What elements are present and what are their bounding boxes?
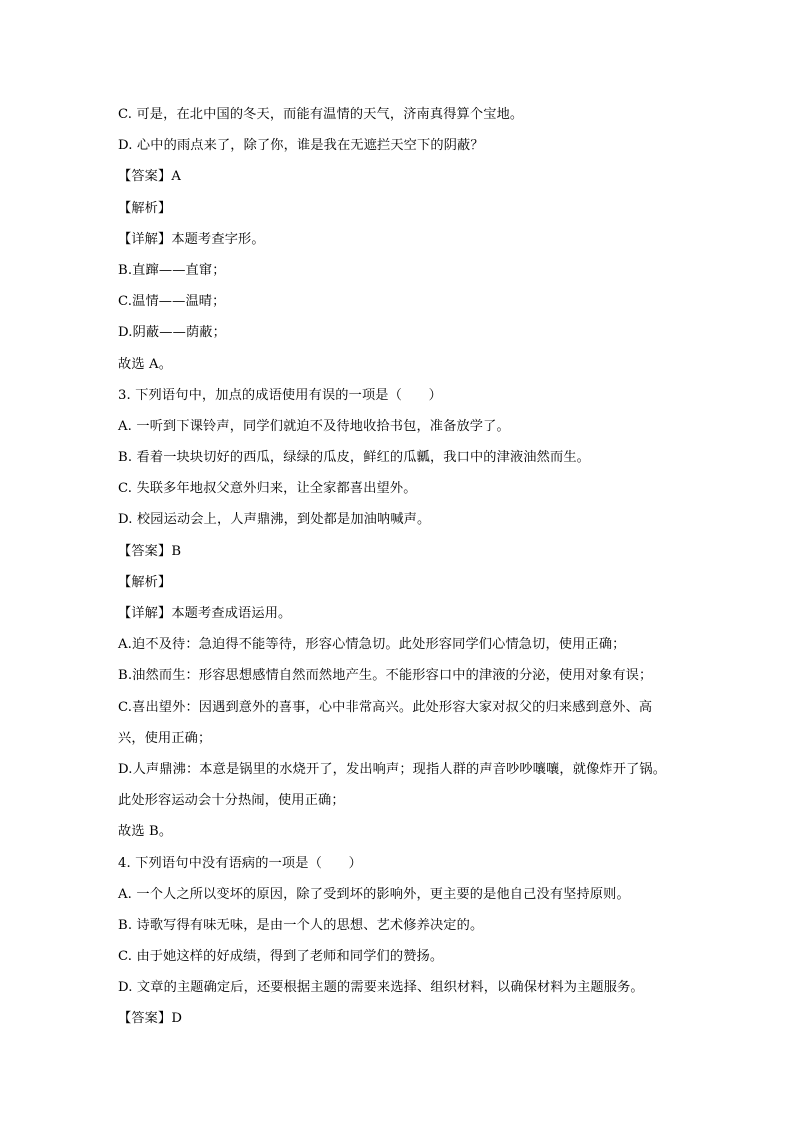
option-c-q3: C. 失联多年地叔父意外归来，让全家都喜出望外。 <box>118 481 417 497</box>
option-a-q3: A. 一听到下课铃声，同学们就迫不及待地收拾书包，准备放学了。 <box>118 418 510 434</box>
detail-q3-a: A.迫不及待：急迫得不能等待，形容心情急切。此处形容同学们心情急切，使用正确； <box>118 637 626 653</box>
answer-q3: 【答案】B <box>118 543 182 559</box>
question-4: 4. 下列语句中没有语病的一项是（ ） <box>118 855 362 871</box>
detail-q2: 【详解】本题考查字形。 <box>118 231 265 247</box>
option-c-q2: C. 可是，在北中国的冬天，而能有温情的天气，济南真得算个宝地。 <box>118 107 524 122</box>
detail-q3: 【详解】本题考查成语运用。 <box>118 606 292 621</box>
choice-q2: 故选 A。 <box>118 356 173 372</box>
answer-q2: 【答案】A <box>118 169 182 185</box>
option-d-q2: D. 心中的雨点来了，除了你，谁是我在无遮拦天空下的阴蔽？ <box>118 138 484 154</box>
detail-q3-b: B.油然而生：形容思想感情自然而然地产生。不能形容口中的津液的分泌，使用对象有误； <box>118 668 653 684</box>
option-d-q3: D. 校园运动会上，人声鼎沸，到处都是加油呐喊声。 <box>118 512 431 528</box>
option-a-q4: A. 一个人之所以变坏的原因，除了受到坏的影响外，更主要的是他自己没有坚持原则。 <box>118 886 630 902</box>
answer-q4: 【答案】D <box>118 1011 183 1027</box>
detail-q3-c-cont: 兴，使用正确； <box>118 730 212 746</box>
detail-q2-b: B.直蹿——直窜； <box>118 262 226 278</box>
detail-q3-c: C.喜出望外：因遇到意外的喜事，心中非常高兴。此处形容大家对叔父的归来感到意外、高 <box>118 699 653 715</box>
option-b-q4: B. 诗歌写得有味无味，是由一个人的思想、艺术修养决定的。 <box>118 917 484 933</box>
option-c-q4: C. 由于她这样的好成绩，得到了老师和同学们的赞扬。 <box>118 949 444 965</box>
detail-q3-d-cont: 此处形容运动会十分热闹，使用正确； <box>118 793 345 809</box>
choice-q3: 故选 B。 <box>118 824 173 840</box>
option-b-q3: B. 看着一块块切好的西瓜，绿绿的瓜皮，鲜红的瓜瓤，我口中的津液油然而生。 <box>118 450 590 466</box>
detail-q2-d: D.阴蔽——荫蔽； <box>118 325 226 341</box>
analysis-heading-q2: 【解析】 <box>118 200 172 216</box>
analysis-heading-q3: 【解析】 <box>118 574 172 590</box>
detail-q3-d: D.人声鼎沸：本意是锅里的水烧开了，发出响声；现指人群的声音吵吵嚷嚷，就像炸开了锅。 <box>118 761 667 777</box>
document-page <box>118 99 688 1035</box>
detail-q2-c: C.温情——温晴； <box>118 294 226 310</box>
question-3: 3. 下列语句中，加点的成语使用有误的一项是（ ） <box>118 387 442 403</box>
option-d-q4: D. 文章的主题确定后，还要根据主题的需要来选择、组织材料，以确保材料为主题服务。 <box>118 980 644 996</box>
